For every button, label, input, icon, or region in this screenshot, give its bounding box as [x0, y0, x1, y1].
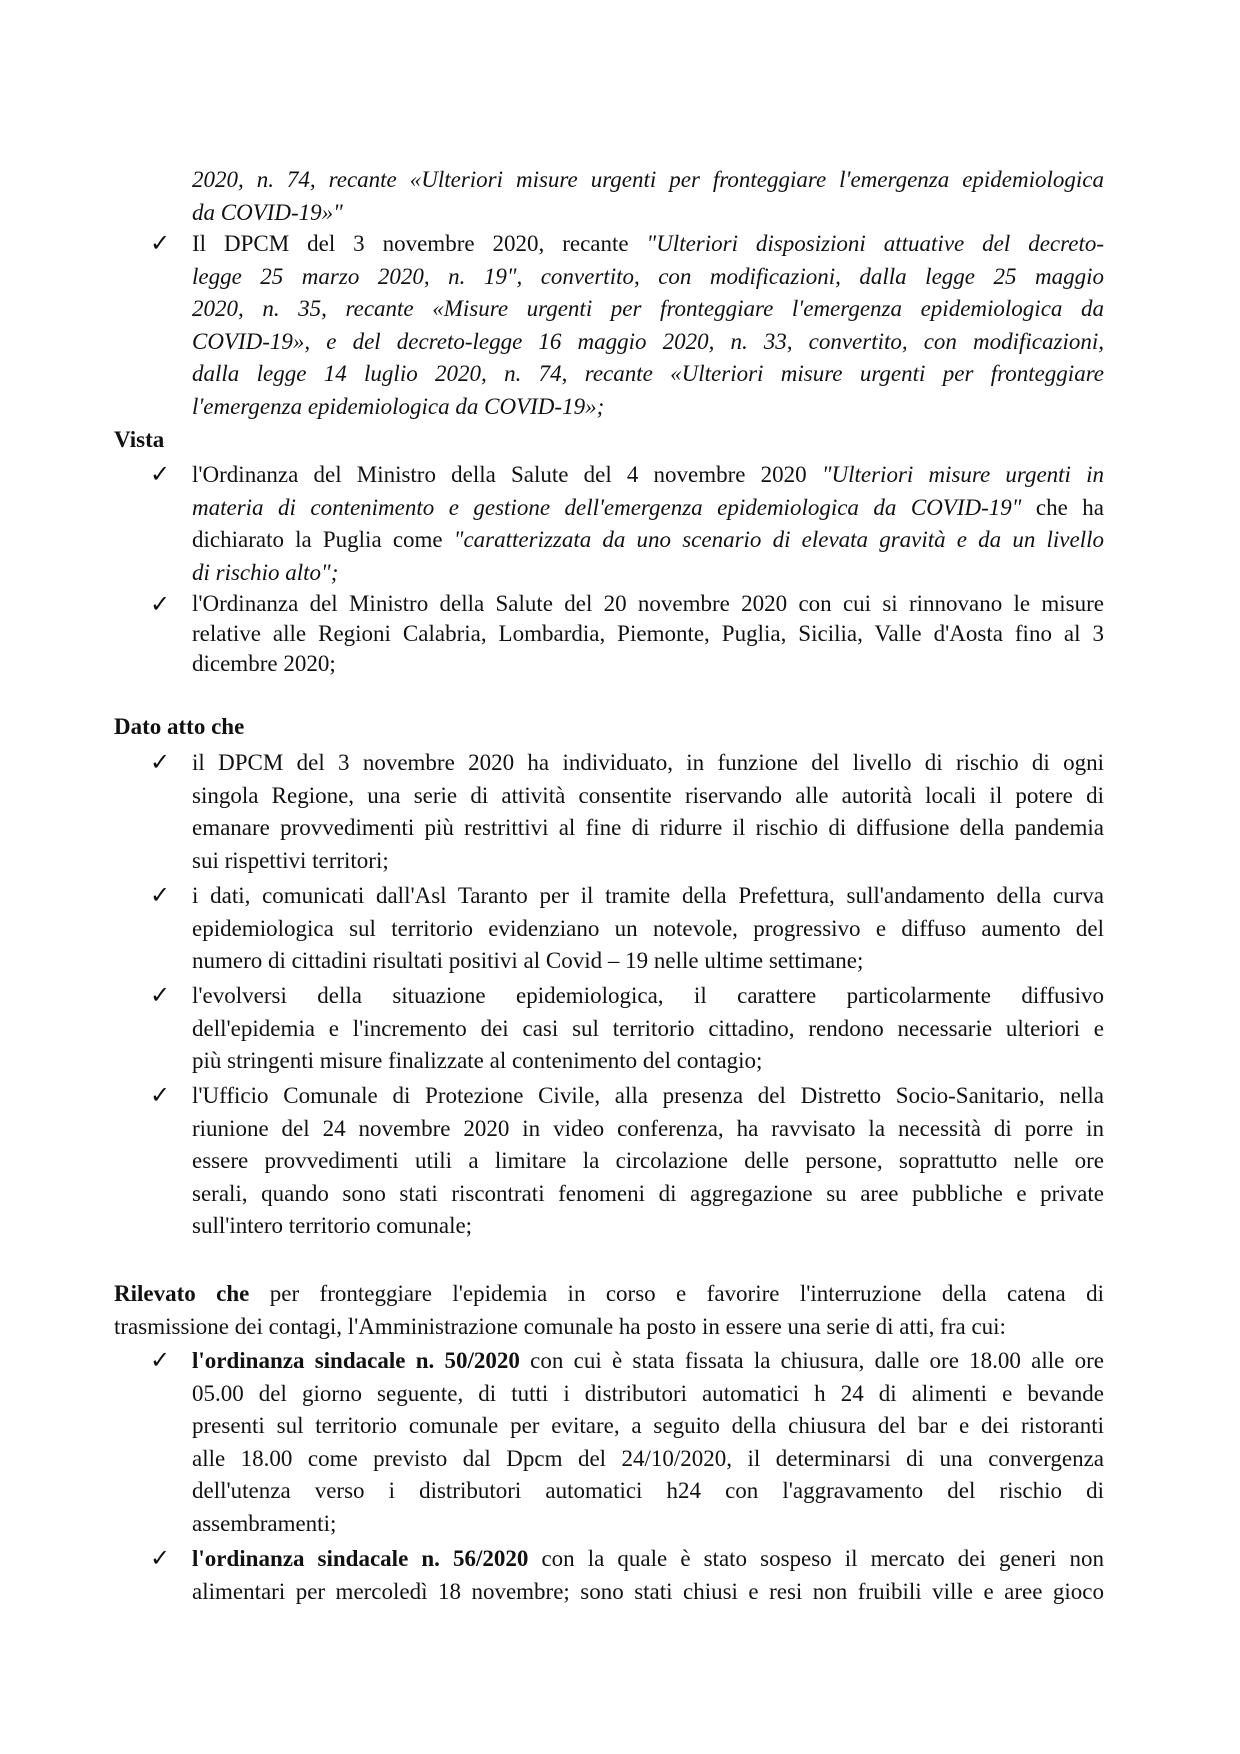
text-line — [192, 1345, 1104, 1378]
text-line: da COVID-19»" — [192, 199, 343, 225]
text-span: Rilevato che — [114, 1281, 250, 1306]
text-line — [192, 492, 1104, 525]
text-span: con cui è stata fissata la chiusura, dalle ore 18.00 alle ore — [519, 1348, 1104, 1373]
text-line: l'evolversi della situazione epidemiologica, il carattere particolarmente diffusivo — [192, 983, 1104, 1008]
text-line: 2020, n. 35, recante «Misure urgenti per fronteggiare l'emergenza epidemiologica da — [192, 296, 1104, 321]
text-line — [192, 1543, 1104, 1576]
checkmark-icon: ✓ — [150, 1348, 171, 1374]
text-line — [192, 524, 1104, 557]
checkmark-icon: ✓ — [150, 231, 171, 257]
checkmark-icon: ✓ — [150, 592, 171, 618]
list-item-protezione-civile — [192, 1080, 1104, 1243]
text-line: serali, quando sono stati riscontrati fenomeni di aggregazione su aree pubbliche e private — [192, 1180, 1104, 1206]
text-span: Il DPCM del 3 novembre 2020, recante — [192, 231, 647, 256]
text-line: il DPCM del 3 novembre 2020 ha individuato, in funzione del livello di rischio di ogni — [192, 750, 1104, 775]
list-item-ordinanza-50 — [192, 1345, 1104, 1540]
checkmark-icon: ✓ — [150, 750, 171, 776]
checkmark-icon: ✓ — [150, 883, 171, 909]
text-line: singola Regione, una serie di attività consentite riservando alle autorità locali il potere di — [192, 782, 1104, 808]
text-line: trasmissione dei contagi, l'Amministrazione comunale ha posto in essere una serie di atti, fra cui: — [114, 1313, 1006, 1339]
text-line: emanare provvedimenti più restrittivi al fine di ridurre il rischio di diffusione della pandemia — [192, 815, 1104, 840]
text-line: COVID-19», e del decreto-legge 16 maggio 2020, n. 33, convertito, con modificazioni, — [192, 328, 1104, 354]
text-span: l'ordinanza sindacale n. 50/2020 — [192, 1348, 520, 1373]
text-line: l'Ordinanza del Ministro della Salute del 20 novembre 2020 con cui si rinnovano le misure — [192, 591, 1104, 616]
list-item-dpcm-individuato — [192, 747, 1104, 877]
text-span: "Ulteriori misure urgenti in — [821, 462, 1104, 487]
text-line: relative alle Regioni Calabria, Lombardia, Piemonte, Puglia, Sicilia, Valle d'Aosta fino al 3 — [192, 621, 1104, 646]
paragraph-rilevato — [114, 1278, 1104, 1343]
text-line: sull'intero territorio comunale; — [192, 1213, 473, 1238]
list-item-dpcm — [192, 228, 1104, 423]
text-line: i dati, comunicati dall'Asl Taranto per il tramite della Prefettura, sull'andamento della curva — [192, 883, 1104, 908]
text-line: dalla legge 14 luglio 2020, n. 74, recante «Ulteriori misure urgenti per fronteggiare — [192, 361, 1104, 386]
list-item-evolversi — [192, 980, 1104, 1078]
text-span: l'ordinanza sindacale n. 56/2020 — [192, 1546, 529, 1571]
text-line: di rischio alto"; — [192, 559, 339, 585]
text-line: 05.00 del giorno seguente, di tutti i distributori automatici h 24 di alimenti e bevande — [192, 1380, 1104, 1406]
text-line: presenti sul territorio comunale per evitare, a seguito della chiusura del bar e dei ristoranti — [192, 1413, 1104, 1438]
list-item-dati-asl — [192, 880, 1104, 978]
text-line: assembramenti; — [192, 1510, 337, 1536]
text-line — [192, 459, 1104, 492]
paragraph-continuation — [192, 164, 1104, 229]
text-span: con la quale è stato sospeso il mercato dei generi non — [528, 1546, 1105, 1571]
text-line: numero di cittadini risultati positivi al Covid – 19 nelle ultime settimane; — [192, 948, 864, 973]
text-span: che ha — [1021, 494, 1104, 520]
list-item-ordinanza-56 — [192, 1543, 1104, 1608]
checkmark-icon: ✓ — [150, 462, 171, 488]
section-heading-dato-atto: Dato atto che — [114, 714, 245, 739]
text-span: per fronteggiare l'epidemia in corso e favorire l'interruzione della catena di — [249, 1281, 1105, 1306]
text-span: materia di contenimento e gestione dell'emergenza epidemiologica da COVID-19" — [192, 494, 1022, 520]
text-line: sui rispettivi territori; — [192, 847, 389, 873]
text-line: dell'utenza verso i distributori automatici h24 con l'aggravamento del rischio di — [192, 1478, 1104, 1503]
text-span: "Ulteriori disposizioni attuative del decreto- — [646, 231, 1104, 256]
text-line: dell'epidemia e l'incremento dei casi sul territorio cittadino, rendono necessarie ulteriori e — [192, 1015, 1104, 1041]
text-line: legge 25 marzo 2020, n. 19", convertito, con modificazioni, dalla legge 25 maggio — [192, 263, 1104, 289]
checkmark-icon: ✓ — [150, 1546, 171, 1572]
text-line: essere provvedimenti utili a limitare la circolazione delle persone, soprattutto nelle ore — [192, 1148, 1104, 1173]
list-item-ordinanza-4-nov — [192, 459, 1104, 589]
checkmark-icon: ✓ — [150, 1083, 171, 1109]
list-item-ordinanza-20-nov — [192, 589, 1104, 679]
section-heading-vista: Vista — [114, 427, 165, 452]
text-line: dicembre 2020; — [192, 651, 336, 676]
text-span: l'Ordinanza del Ministro della Salute del 4 novembre 2020 — [192, 462, 822, 487]
text-line — [114, 1278, 1104, 1311]
text-line: alimentari per mercoledì 18 novembre; sono stati chiusi e resi non fruibili ville e aree gioco — [192, 1578, 1104, 1604]
text-line: alle 18.00 come previsto dal Dpcm del 24/10/2020, il determinarsi di una convergenza — [192, 1445, 1104, 1471]
text-line: epidemiologica sul territorio evidenziano un notevole, progressivo e diffuso aumento del — [192, 915, 1104, 941]
text-line: riunione del 24 novembre 2020 in video conferenza, ha ravvisato la necessità di porre in — [192, 1115, 1104, 1141]
text-span: "caratterizzata da uno scenario di elevata gravità e da un livello — [453, 527, 1104, 552]
text-span: dichiarato la Puglia come — [192, 527, 454, 552]
text-line: l'Ufficio Comunale di Protezione Civile, alla presenza del Distretto Socio-Sanitario, nella — [192, 1083, 1104, 1108]
text-line: 2020, n. 74, recante «Ulteriori misure urgenti per fronteggiare l'emergenza epidemiologica — [192, 167, 1104, 192]
text-line — [192, 228, 1104, 261]
text-line: più stringenti misure finalizzate al contenimento del contagio; — [192, 1048, 763, 1073]
text-line: l'emergenza epidemiologica da COVID-19»; — [192, 393, 605, 419]
checkmark-icon: ✓ — [150, 983, 171, 1009]
